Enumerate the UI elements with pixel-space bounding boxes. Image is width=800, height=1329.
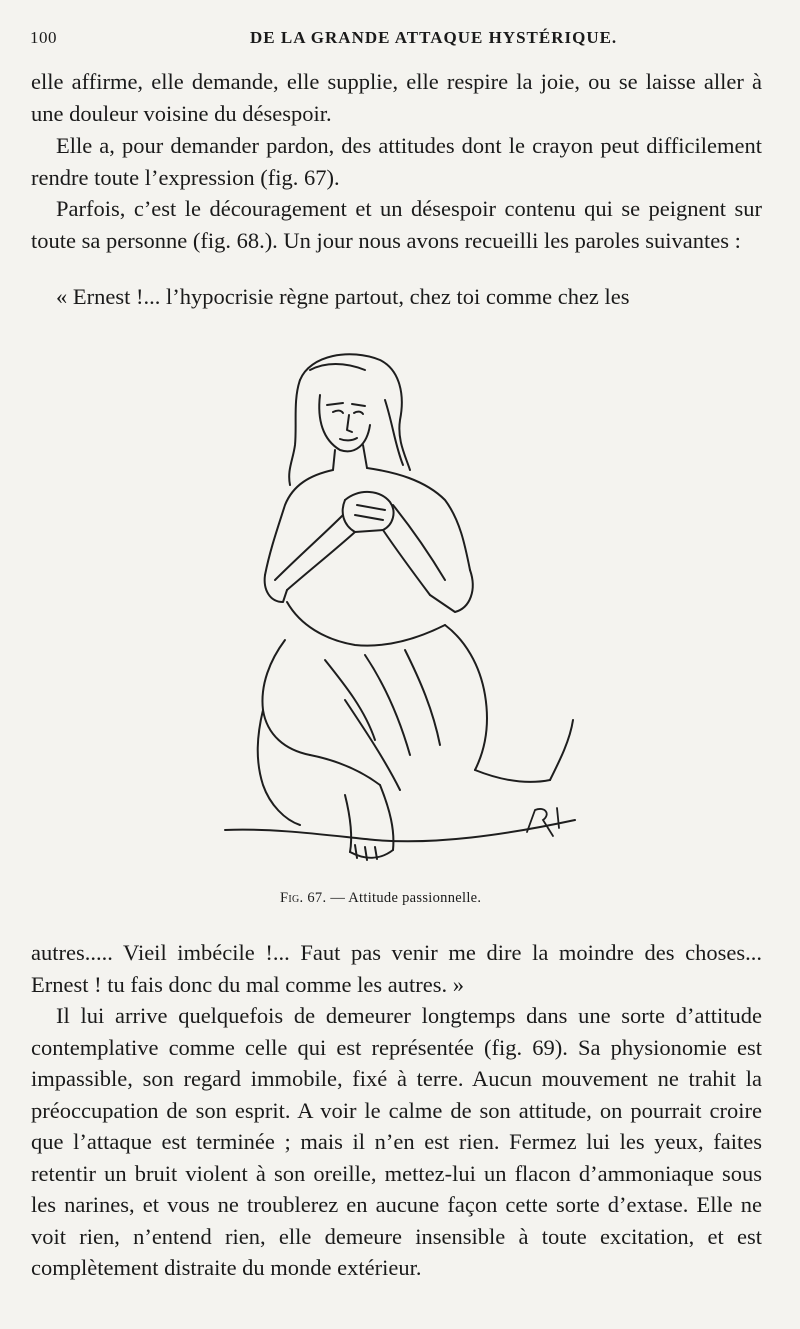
- figure-caption: [280, 890, 620, 907]
- running-title: DE LA GRANDE ATTAQUE HYSTÉRIQUE.: [250, 28, 618, 47]
- figure-caption-text: — Attitude passionnelle.: [330, 890, 482, 906]
- paragraph-6: Il lui arrive quelquefois de demeurer longtemps dans une sorte d’attitude contemplative comme celle qui est représentée (fig. 69). Sa physionomie est impassible, son regard immobile, fixé à terre. Aucun mouvement ne trahit la préoccupation de son esprit. A voir le calme de son attitude, on pourrait croire que l’attaque est terminée ; mais il n’en est rien. Fermez lui les yeux, faites retentir un bruit violent à son oreille, mettez-lui un flacon d’ammoniaque sous les narines, et vous ne troublerez en aucune façon cette sorte d’extase. Elle ne voit rien, n’entend rien, elle demeure insensible à toute excitation, et est complètement distraite du monde extérieur.: [31, 1003, 762, 1280]
- page-number: 100: [30, 28, 57, 47]
- figure-label: Fig. 67.: [280, 890, 327, 906]
- paragraph-5: autres..... Vieil imbécile !... Faut pas venir me dire la moindre des choses... Ernest ! tu fais donc du mal comme les autres. »: [31, 940, 762, 997]
- kneeling-woman-drawing: [215, 340, 605, 880]
- paragraph-3: Parfois, c’est le découragement et un désespoir contenu qui se peignent sur toute sa personne (fig. 68.). Un jour nous avons recueilli les paroles suivantes :: [31, 196, 762, 253]
- paragraph-1: elle affirme, elle demande, elle supplie, elle respire la joie, ou se laisse aller à une douleur voisine du désespoir.: [31, 69, 762, 126]
- figure-67-illustration: [215, 340, 605, 880]
- paragraph-4: « Ernest !... l’hypocrisie règne partout, chez toi comme chez les: [56, 284, 630, 309]
- page-header: [30, 28, 770, 54]
- paragraph-2: Elle a, pour demander pardon, des attitudes dont le crayon peut difficilement rendre toute l’expression (fig. 67).: [31, 133, 762, 190]
